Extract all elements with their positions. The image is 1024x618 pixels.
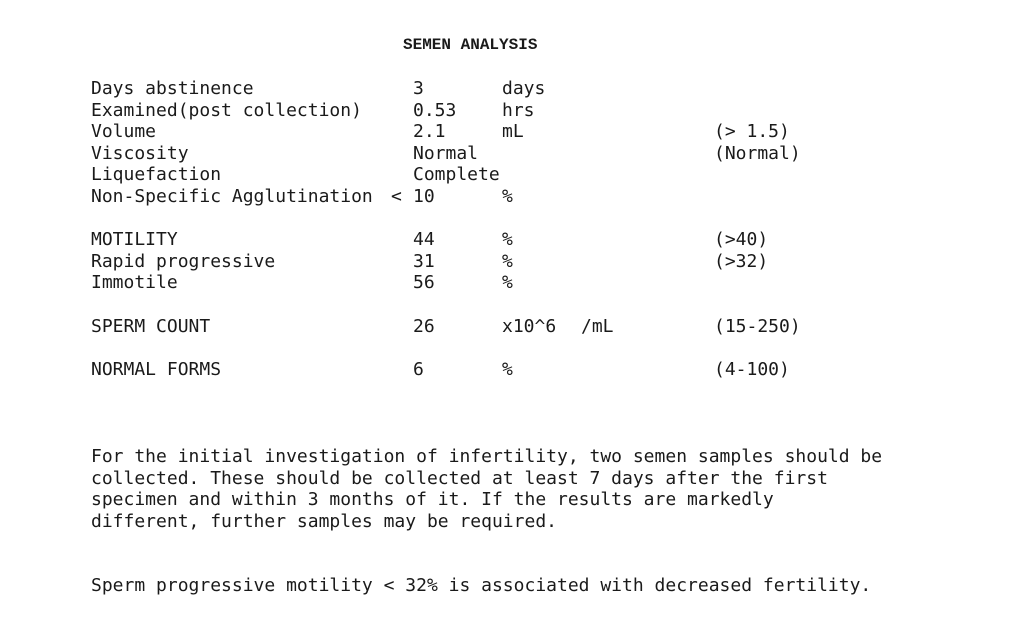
result-reference-range: (>32) [714,250,769,272]
result-label: Rapid progressive [91,250,276,272]
result-value: 2.1 [413,121,446,143]
result-value: 44 [413,229,435,251]
result-unit: % [502,358,513,380]
result-unit: % [502,229,513,251]
result-value: 31 [413,250,435,272]
result-value: 10 [413,185,435,207]
result-value: 56 [413,272,435,294]
infertility-guidance-paragraph [91,446,971,532]
paragraph-line: different, further samples may be required. [91,510,557,532]
result-reference-range: (4-100) [714,358,790,380]
result-value: 6 [413,358,424,380]
result-unit: days [502,78,546,99]
result-label: NORMAL FORMS [91,358,222,380]
result-reference-range: (15-250) [714,315,801,337]
result-reference-range: (Normal) [714,142,801,164]
result-label: Immotile [91,272,178,294]
result-value: 3 [413,78,424,99]
result-label: SPERM COUNT [91,315,211,337]
result-value: Normal [413,142,479,164]
result-label: MOTILITY [91,229,178,251]
result-reference-range: (> 1.5) [714,121,790,143]
result-label: Days abstinence [91,78,254,99]
paragraph-line: For the initial investigation of infertility, two semen samples should be [91,446,883,467]
paragraph-line: collected. These should be collected at least 7 days after the first [91,467,828,489]
result-unit: % [502,272,513,294]
result-value: Complete [413,164,500,186]
result-unit: x10^6 [502,315,557,337]
motility-note: Sperm progressive motility < 32% is associated with decreased fertility. [91,575,872,596]
result-operator: < [391,185,402,207]
result-label: Non-Specific Agglutination [91,185,373,207]
result-unit: % [502,250,513,272]
result-label: Viscosity [91,142,189,164]
paragraph-line: specimen and within 3 months of it. If the results are markedly [91,489,774,511]
result-value: 0.53 [413,99,457,121]
result-unit: % [502,185,513,207]
report-title: SEMEN ANALYSIS [403,36,538,54]
result-unit-denominator: /mL [581,315,614,337]
result-reference-range: (>40) [714,229,769,251]
result-label: Volume [91,121,157,143]
result-unit: mL [502,121,524,143]
result-label: Examined(post collection) [91,99,362,121]
result-value: 26 [413,315,435,337]
result-unit: hrs [502,99,535,121]
result-label: Liquefaction [91,164,222,186]
